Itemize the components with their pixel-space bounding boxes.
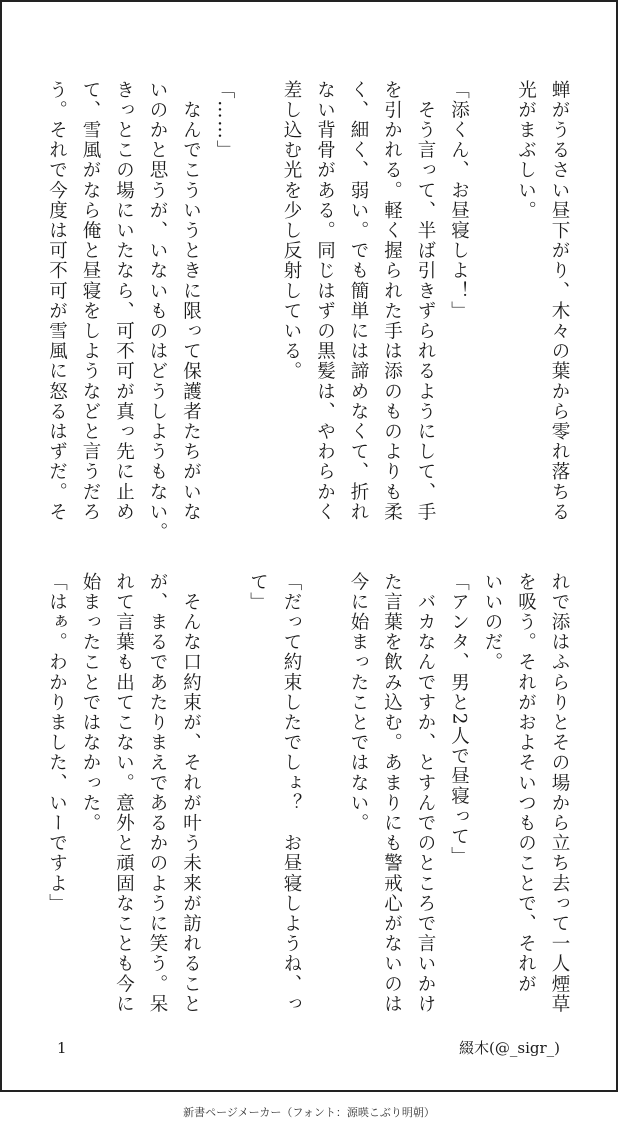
author-credit: 綴木(@_sigr_) — [459, 1039, 560, 1057]
text-line: 差し込む光を少し反射している。 — [281, 80, 302, 382]
text-line: れで添はふらりとその場から立ち去って一人煙草 — [549, 572, 570, 1015]
text-line: を吸う。それがおよそいつものことで、それが — [515, 572, 537, 995]
text-line: そう言って、半ば引きずられるようにして、手 — [415, 80, 436, 523]
text-line: て」 — [247, 572, 269, 613]
text-line: ない背骨がある。同じはずの黒髪は、やわらかく — [314, 80, 336, 523]
text-line: 光がまぶしい。 — [515, 80, 537, 221]
text-line: 始まったことではなかった。 — [80, 572, 101, 834]
text-line — [241, 80, 275, 520]
upper-text-block — [46, 80, 576, 543]
text-line: 「はぁ。わかりました、いーですよ」 — [46, 572, 68, 914]
text-line: を引かれる。軽く握られた手は添のものよりも柔 — [381, 80, 403, 523]
text-line — [208, 572, 242, 1012]
text-line — [476, 80, 510, 520]
text-line: 「……」 — [214, 80, 235, 161]
text-line — [308, 572, 342, 1012]
text-line: が、まるであたりまえであるかのように笑う。呆 — [147, 572, 168, 1015]
text-line: 蝉がうるさい昼下がり、木々の葉から零れ落ちる — [549, 80, 570, 523]
text-line: いのかと思うが、いないものはどうしようもない。 — [147, 80, 168, 543]
text-line: いいのだ。 — [482, 572, 503, 673]
lower-text-block — [46, 572, 576, 1015]
page-number: 1 — [57, 1039, 67, 1057]
text-line: う。それで今度は可不可が雪風に怒るはずだ。そ — [46, 80, 68, 523]
text-line: なんでこういうときに限って保護者たちがいな — [180, 80, 202, 523]
text-line: きっとこの場にいたなら、可不可が真っ先に止め — [113, 80, 135, 523]
text-line: れて言葉も出てこない。意外と頑固なことも今に — [113, 572, 135, 1015]
text-line: 「アンタ、男と2人で昼寝って」 — [448, 572, 470, 867]
text-line: た言葉を飲み込む。あまりにも警戒心がないのは — [381, 572, 403, 1015]
text-line: そんな口約束が、それが叶う未来が訪れること — [180, 572, 202, 1015]
text-line: バカなんですか、とすんでのところで言いかけ — [415, 572, 436, 1015]
text-line: 「添くん、お昼寝しよ！」 — [448, 80, 470, 322]
generator-credit: 新書ページメーカー（フォント：源暎こぶり明朝） — [183, 1106, 435, 1119]
text-line: 今に始まったことではない。 — [348, 572, 369, 834]
text-line: く、細く、弱い。でも簡単には諦めなくて、折れ — [348, 80, 369, 523]
text-line: 「だって約束したでしょ？ お昼寝しようね、っ — [281, 572, 302, 1015]
text-line: て、雪風がなら俺と昼寝をしようなどと言うだろ — [80, 80, 101, 523]
